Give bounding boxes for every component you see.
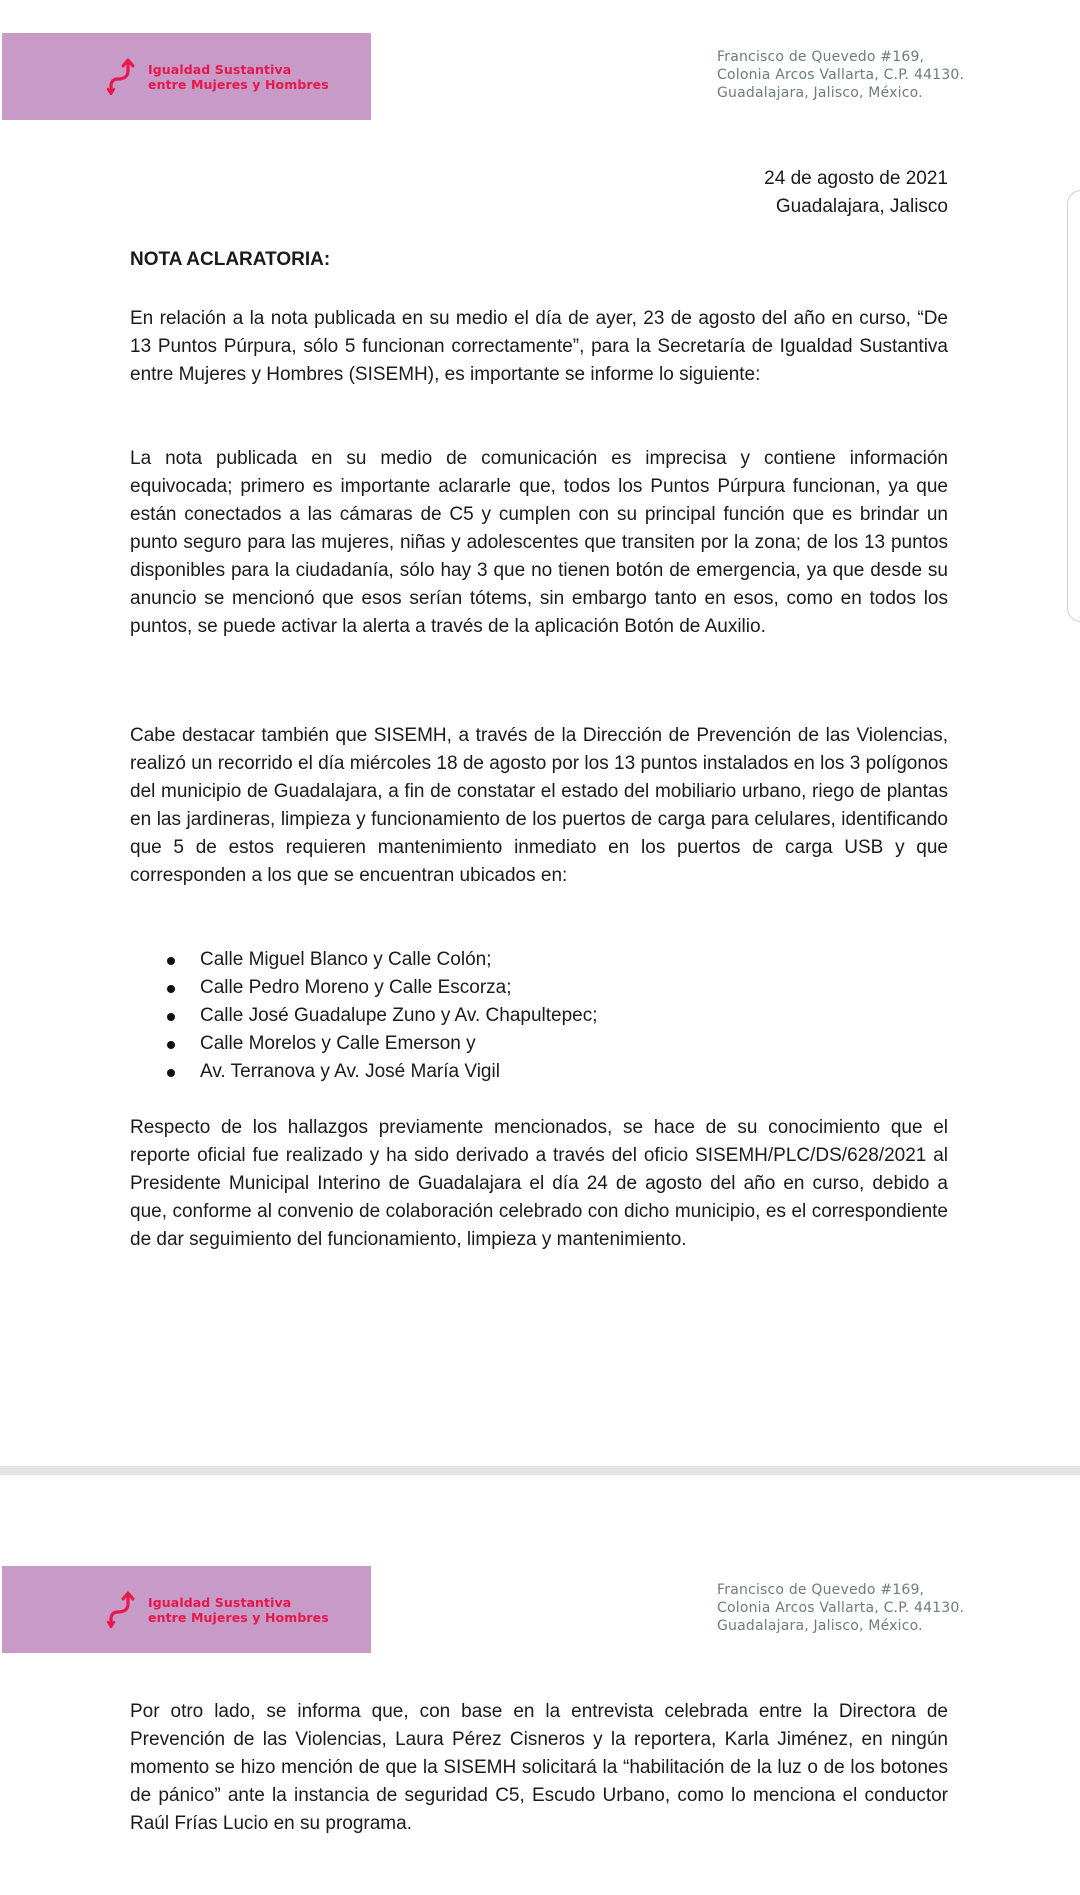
bullet-icon bbox=[167, 1013, 175, 1021]
paragraph-1: En relación a la nota publicada en su medio el día de ayer, 23 de agosto del año en curso, “De 13 Puntos Púrpura, sólo 5 funcionan correctamente”, para la Secretaría de Igualdad Sustantiva entre Mujeres y Hombres (SISEMH), es importante se informe lo siguiente: bbox=[130, 308, 948, 385]
location-text: Calle José Guadalupe Zuno y Av. Chapultepec; bbox=[200, 1005, 598, 1026]
document-date: 24 de agosto de 2021 bbox=[764, 168, 948, 189]
address-line-1: Francisco de Quevedo #169, bbox=[717, 49, 925, 65]
letterhead-address bbox=[717, 48, 964, 102]
document-title: NOTA ACLARATORIA: bbox=[130, 249, 331, 270]
side-panel-tab[interactable] bbox=[1067, 190, 1080, 622]
page-separator bbox=[0, 1466, 1080, 1475]
locations-list bbox=[130, 946, 948, 1086]
address-line-2: Colonia Arcos Vallarta, C.P. 44130. bbox=[717, 1600, 965, 1616]
paragraph-2: La nota publicada en su medio de comunicación es imprecisa y contiene información equivocada; primero es importante aclararle que, todos los Puntos Púrpura funcionan, ya que están conectados a las cámaras de C5 y cumplen con su principal función que es brindar un punto seguro para las mujeres, niñas y adolescentes que transiten por la zona; de los 13 puntos disponibles para la ciudadanía, sólo hay 3 que no tienen botón de emergencia, ya que desde su anuncio se mencionó que esos serían tótems, sin embargo tanto en esos, como en todos los puntos, se puede activar la alerta a través de la aplicación Botón de Auxilio. bbox=[130, 448, 948, 637]
sisemh-logo-icon bbox=[106, 1590, 136, 1628]
location-text: Av. Terranova y Av. José María Vigil bbox=[200, 1061, 500, 1082]
location-text: Calle Pedro Moreno y Calle Escorza; bbox=[200, 977, 512, 998]
address-line-1: Francisco de Quevedo #169, bbox=[717, 1582, 925, 1598]
address-line-3: Guadalajara, Jalisco, México. bbox=[717, 85, 923, 101]
location-text: Calle Miguel Blanco y Calle Colón; bbox=[200, 949, 492, 970]
letterhead-banner bbox=[2, 33, 371, 120]
address-line-3: Guadalajara, Jalisco, México. bbox=[717, 1618, 923, 1634]
logo-wordmark bbox=[148, 1595, 329, 1625]
logo-line-1: Igualdad Sustantiva bbox=[148, 62, 292, 77]
bullet-icon bbox=[167, 1069, 175, 1077]
address-line-2: Colonia Arcos Vallarta, C.P. 44130. bbox=[717, 67, 965, 83]
letterhead-address bbox=[717, 1581, 964, 1635]
list-item bbox=[130, 1002, 948, 1030]
document-page-2 bbox=[0, 1478, 1080, 1895]
paragraph-3: Cabe destacar también que SISEMH, a través de la Dirección de Prevención de las Violencias, realizó un recorrido el día miércoles 18 de agosto por los 13 puntos instalados en los 3 polígonos del municipio de Guadalajara, a fin de constatar el estado del mobiliario urbano, riego de plantas en las jardineras, limpieza y funcionamiento de los puertos de carga para celulares, identificando que 5 de estos requieren mantenimiento inmediato en los puertos de carga USB y que corresponden a los que se encuentran ubicados en: bbox=[130, 725, 948, 886]
logo-line-2: entre Mujeres y Hombres bbox=[148, 77, 329, 92]
letterhead-banner bbox=[2, 1566, 371, 1653]
date-block bbox=[764, 165, 948, 221]
paragraph-5: Por otro lado, se informa que, con base en la entrevista celebrada entre la Directora de Prevención de las Violencias, Laura Pérez Cisneros y la reportera, Karla Jiménez, en ningún momento se hizo mención de que la SISEMH solicitará la “habilitación de la luz o de los botones de pánico” ante la instancia de seguridad C5, Escudo Urbano, como lo menciona el conductor Raúl Frías Lucio en su programa. bbox=[130, 1701, 948, 1834]
document-place: Guadalajara, Jalisco bbox=[775, 196, 948, 217]
location-text: Calle Morelos y Calle Emerson y bbox=[200, 1033, 476, 1054]
sisemh-logo-icon bbox=[106, 57, 136, 95]
logo-line-2: entre Mujeres y Hombres bbox=[148, 1610, 329, 1625]
logo-line-1: Igualdad Sustantiva bbox=[148, 1595, 292, 1610]
paragraph-4: Respecto de los hallazgos previamente mencionados, se hace de su conocimiento que el reporte oficial fue realizado y ha sido derivado a través del oficio SISEMH/PLC/DS/628/2021 al Presidente Municipal Interino de Guadalajara el día 24 de agosto del año en curso, debido a que, conforme al convenio de colaboración celebrado con dicho municipio, es el correspondiente de dar seguimiento del funcionamiento, limpieza y mantenimiento. bbox=[130, 1117, 948, 1250]
bullet-icon bbox=[167, 985, 175, 993]
list-item bbox=[130, 974, 948, 1002]
list-item bbox=[130, 1030, 948, 1058]
bullet-icon bbox=[167, 1041, 175, 1049]
list-item bbox=[130, 946, 948, 974]
bullet-icon bbox=[167, 957, 175, 965]
list-item bbox=[130, 1058, 948, 1086]
logo-wordmark bbox=[148, 62, 329, 92]
